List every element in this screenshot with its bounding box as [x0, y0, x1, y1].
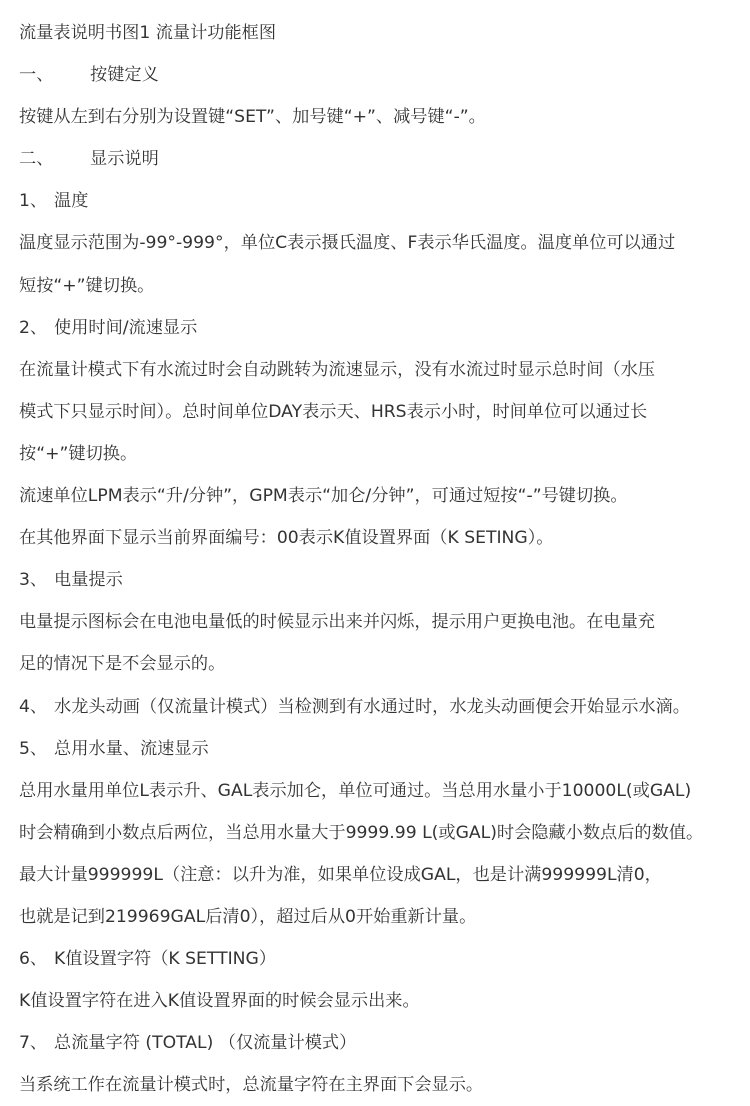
section-heading-keys [19, 54, 740, 96]
paragraph-line: 时会精确到小数点后两位，当总用水量大于9999.99 L(或GAL)时会隐藏小数点后的数值。 [19, 822, 704, 843]
subsection-heading-faucet [19, 686, 740, 728]
paragraph-line: 也就是记到219969GAL后清0），超过后从0开始重新计量。 [19, 906, 477, 927]
subsection-title: 总流量字符 (TOTAL) （仅流量计模式） [54, 1033, 357, 1054]
document-title: 流量表说明书图1 流量计功能框图 [19, 23, 277, 43]
section-title: 按键定义 [90, 65, 159, 86]
subsection-heading-time-flow [19, 307, 740, 349]
paragraph-line: 最大计量999999L（注意：以升为准，如果单位设成GAL，也是计满999999L清0， [19, 864, 662, 885]
subsection-number: 6、 [19, 949, 48, 970]
paragraph-line: 足的情况下是不会显示的。 [19, 654, 226, 675]
paragraph-line: 短按“+”键切换。 [19, 275, 155, 296]
subsection-heading-k-setting [19, 938, 740, 980]
subsection-number: 1、 [19, 191, 48, 212]
subsection-number: 7、 [19, 1033, 48, 1054]
section-title: 显示说明 [90, 149, 159, 170]
subsection-number: 4、 [19, 696, 48, 717]
subsection-title: 电量提示 [54, 570, 123, 591]
paragraph-line: 流速单位LPM表示“升/分钟”，GPM表示“加仑/分钟”，可通过短按“-”号键切换。 [19, 486, 628, 507]
paragraph-line: 当系统工作在流量计模式时，总流量字符在主界面下会显示。 [19, 1075, 484, 1096]
paragraph-line: 按“+”键切换。 [19, 443, 138, 464]
subsection-title: 使用时间/流速显示 [54, 317, 198, 338]
subsection-heading-total-chars [19, 1022, 740, 1064]
subsection-title: K值设置字符（K SETTING） [54, 949, 277, 970]
paragraph-line: 在流量计模式下有水流过时会自动跳转为流速显示，没有水流过时显示总时间（水压 [19, 359, 655, 380]
paragraph-line: 温度显示范围为-99°-999°，单位C表示摄氏温度、F表示华氏温度。温度单位可以通过 [19, 233, 676, 254]
subsection-heading-temperature [19, 180, 740, 222]
subsection-number: 3、 [19, 570, 48, 591]
subsection-title: 水龙头动画（仅流量计模式）当检测到有水通过时，水龙头动画便会开始显示水滴。 [54, 696, 690, 717]
paragraph-line: 按键从左到右分别为设置键“SET”、加号键“+”、减号键“-”。 [19, 107, 486, 128]
paragraph-line: 在其他界面下显示当前界面编号：00表示K值设置界面（K SETING）。 [19, 528, 554, 549]
subsection-number: 2、 [19, 317, 48, 338]
section-number: 二、 [19, 149, 54, 170]
section-number: 一、 [19, 65, 54, 86]
paragraph-line: K值设置字符在进入K值设置界面的时候会显示出来。 [19, 991, 420, 1012]
subsection-title: 总用水量、流速显示 [54, 738, 209, 759]
subsection-heading-battery [19, 559, 740, 601]
paragraph-line: 电量提示图标会在电池电量低的时候显示出来并闪烁，提示用户更换电池。在电量充 [19, 612, 655, 633]
paragraph-line: 模式下只显示时间）。总时间单位DAY表示天、HRS表示小时，时间单位可以通过长 [19, 401, 648, 422]
paragraph-line: 总用水量用单位L表示升、GAL表示加仑，单位可通过。当总用水量小于10000L(或GAL) [19, 780, 692, 801]
subsection-number: 5、 [19, 738, 48, 759]
subsection-title: 温度 [54, 191, 89, 212]
section-heading-display [19, 138, 740, 180]
subsection-heading-total [19, 728, 740, 770]
